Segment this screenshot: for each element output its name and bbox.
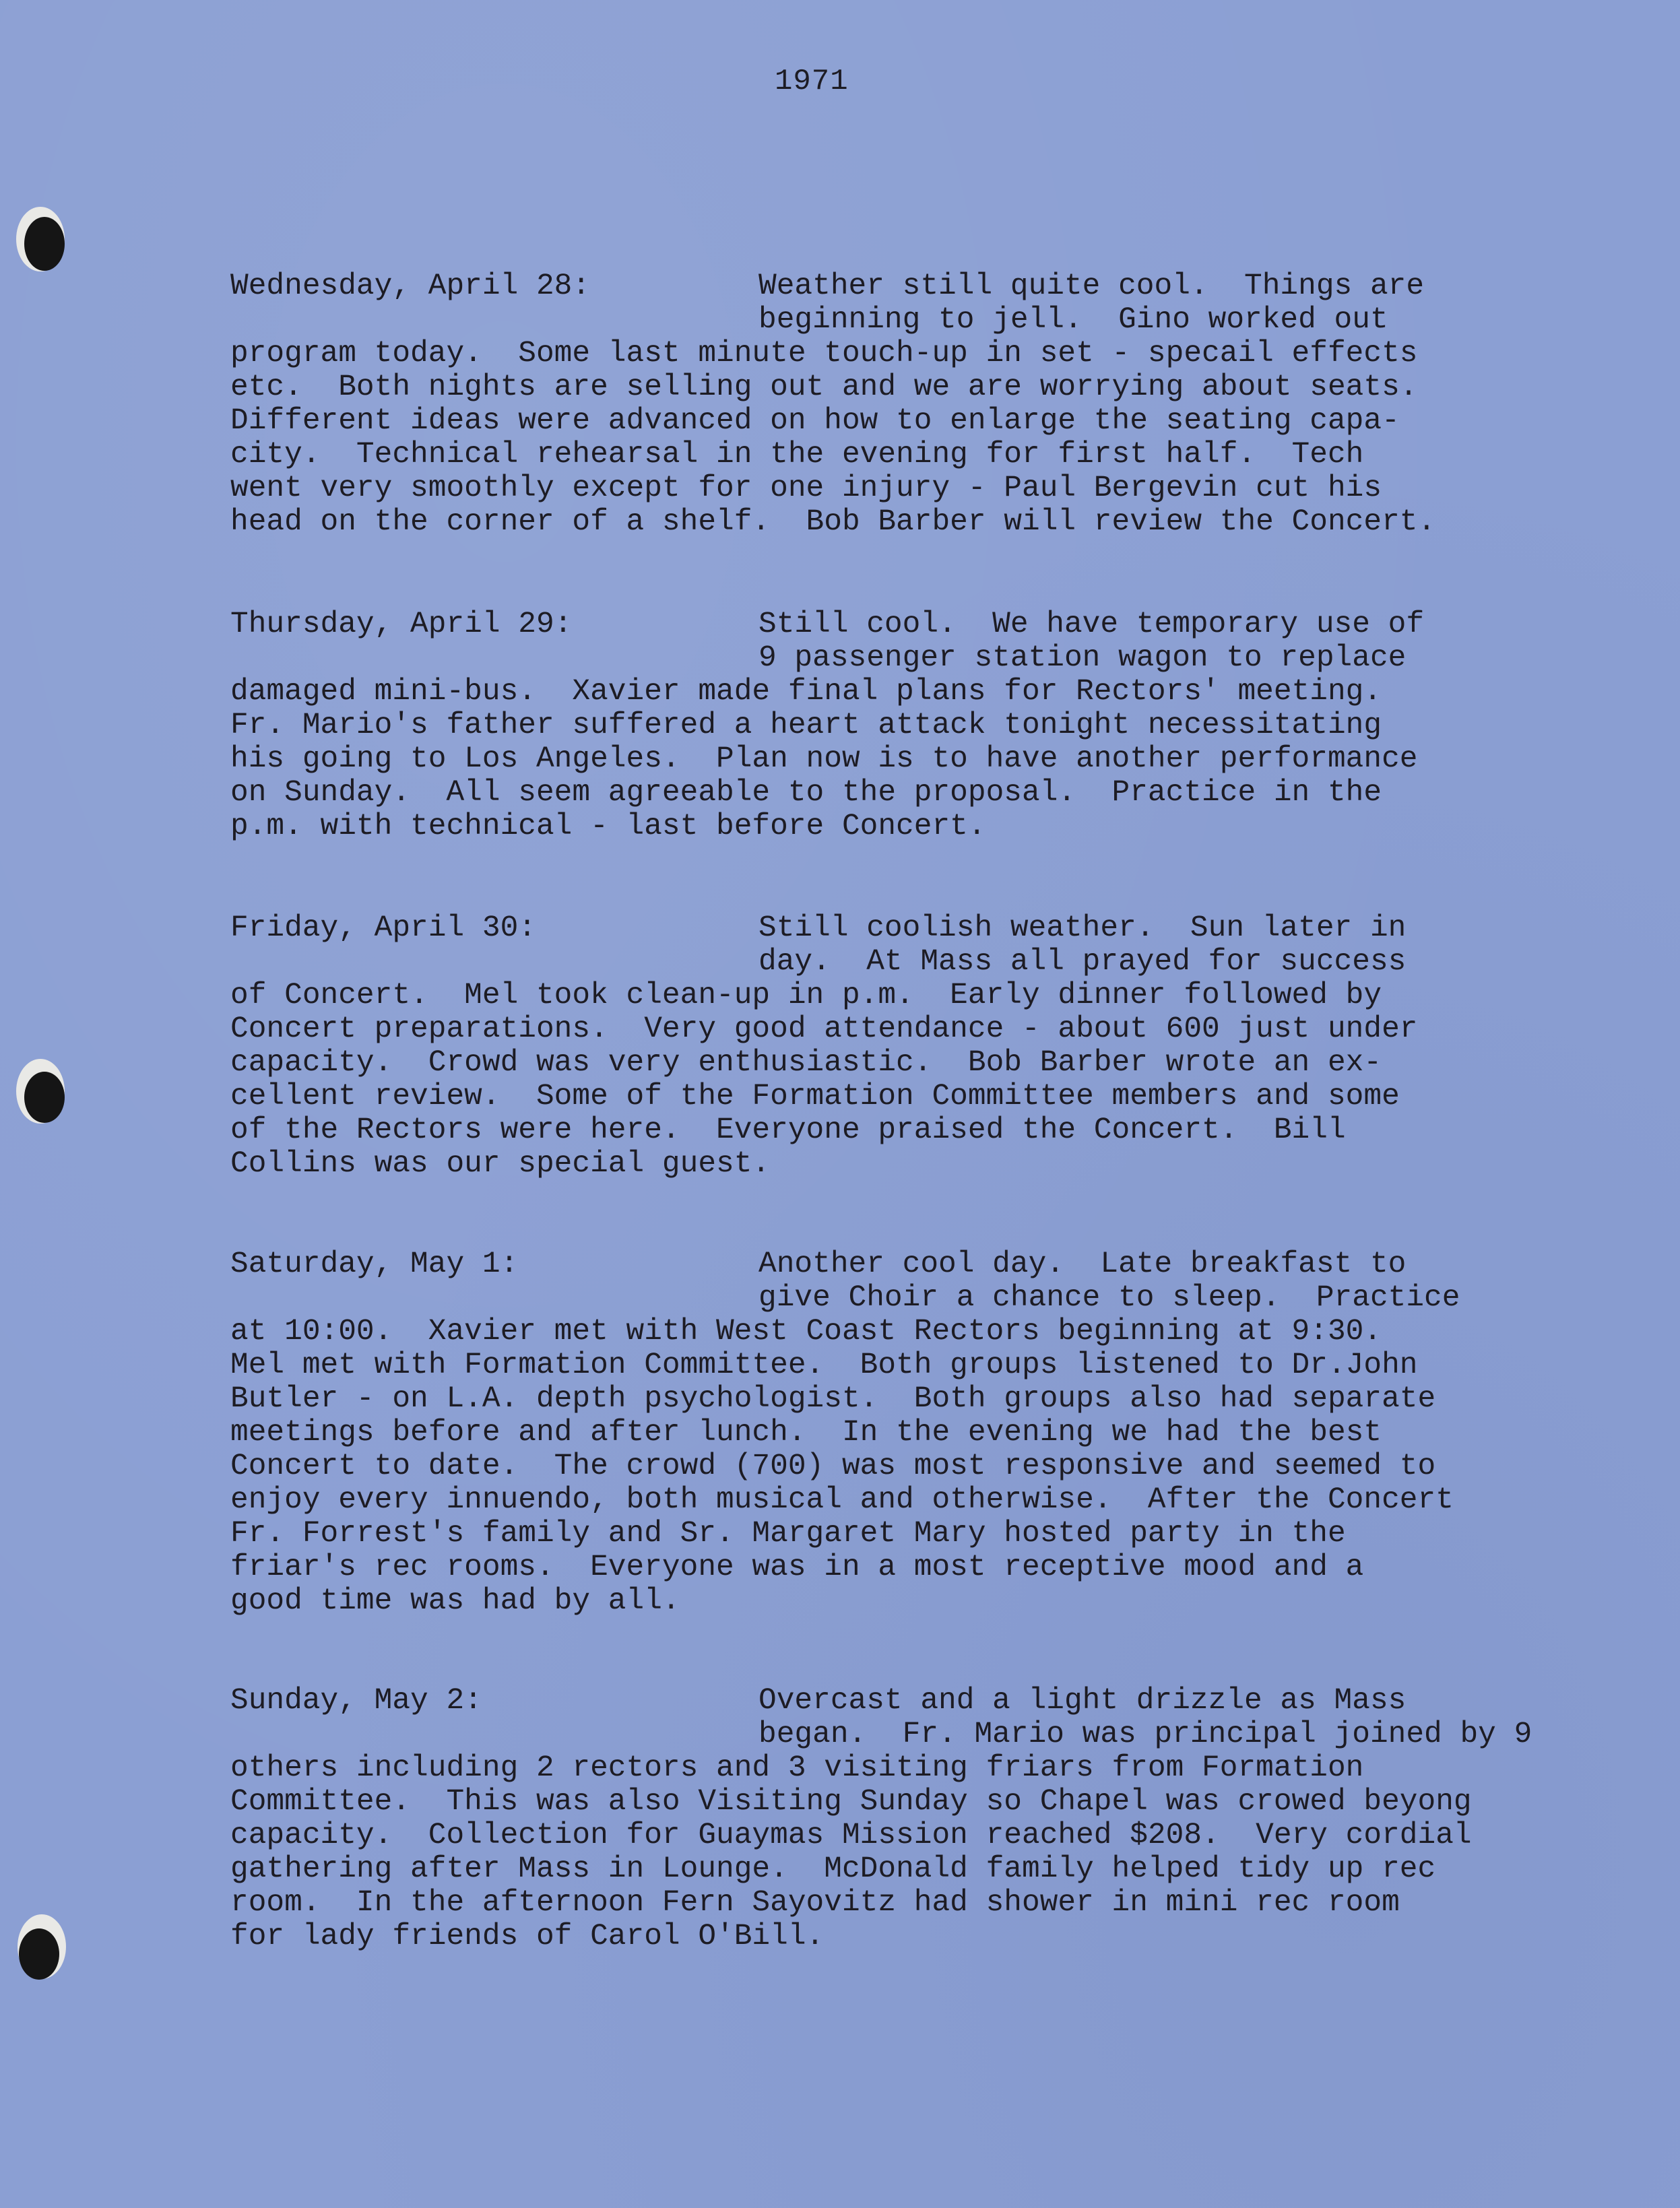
entry-line: Weather still quite cool. Things are: [758, 269, 1425, 303]
entry-line: Committee. This was also Visiting Sunday so Chapel was crowed beyong: [230, 1785, 1472, 1819]
punch-hole-icon: [12, 202, 66, 276]
diary-entry: [230, 1684, 1652, 1953]
entry-line: 9 passenger station wagon to replace: [758, 641, 1407, 675]
entry-line: damaged mini-bus. Xavier made final plans for Rectors' meeting.: [230, 675, 1382, 709]
entry-line: give Choir a chance to sleep. Practice: [758, 1281, 1460, 1315]
punch-hole-icon: [12, 1910, 66, 1984]
entry-date: Friday, April 30:: [230, 911, 536, 945]
diary-entry: [230, 269, 1652, 539]
entry-line: Another cool day. Late breakfast to: [758, 1247, 1407, 1281]
entry-line: gathering after Mass in Lounge. McDonald family helped tidy up rec: [230, 1852, 1436, 1886]
entry-line: capacity. Collection for Guaymas Mission reached $208. Very cordial: [230, 1819, 1472, 1852]
entry-line: Mel met with Formation Committee. Both groups listened to Dr.John: [230, 1349, 1418, 1382]
punch-hole-icon: [12, 1054, 66, 1128]
entry-line: Overcast and a light drizzle as Mass: [758, 1684, 1407, 1718]
diary-entry: [230, 608, 1652, 843]
entry-line: Concert to date. The crowd (700) was most responsive and seemed to: [230, 1450, 1436, 1483]
entry-line: head on the corner of a shelf. Bob Barber will review the Concert.: [230, 505, 1436, 539]
entry-line: city. Technical rehearsal in the evening for first half. Tech: [230, 438, 1364, 472]
entry-line: his going to Los Angeles. Plan now is to have another performance: [230, 742, 1418, 776]
diary-entry: [230, 911, 1652, 1181]
entry-line: on Sunday. All seem agreeable to the proposal. Practice in the: [230, 776, 1382, 810]
entry-date: Sunday, May 2:: [230, 1684, 482, 1718]
entry-date: Thursday, April 29:: [230, 608, 573, 641]
entry-line: for lady friends of Carol O'Bill.: [230, 1920, 825, 1953]
entry-line: went very smoothly except for one injury - Paul Bergevin cut his: [230, 472, 1382, 505]
entry-line: meetings before and after lunch. In the evening we had the best: [230, 1416, 1382, 1450]
entry-line: p.m. with technical - last before Concert.: [230, 810, 986, 843]
entry-line: enjoy every innuendo, both musical and otherwise. After the Concert: [230, 1483, 1454, 1517]
page-number: 1971: [775, 65, 849, 98]
entry-line: good time was had by all.: [230, 1584, 680, 1618]
entry-date: Wednesday, April 28:: [230, 269, 591, 303]
entry-line: etc. Both nights are selling out and we are worrying about seats.: [230, 370, 1418, 404]
entry-line: capacity. Crowd was very enthusiastic. Bob Barber wrote an ex-: [230, 1046, 1382, 1080]
diary-entry: [230, 1247, 1652, 1618]
entry-line: Fr. Mario's father suffered a heart attack tonight necessitating: [230, 709, 1382, 742]
entry-date: Saturday, May 1:: [230, 1247, 519, 1281]
entry-line: Still coolish weather. Sun later in: [758, 911, 1407, 945]
entry-line: at 10:00. Xavier met with West Coast Rectors beginning at 9:30.: [230, 1315, 1382, 1349]
entry-line: of the Rectors were here. Everyone praised the Concert. Bill: [230, 1113, 1346, 1147]
entry-line: Still cool. We have temporary use of: [758, 608, 1425, 641]
entry-line: of Concert. Mel took clean-up in p.m. Early dinner followed by: [230, 979, 1382, 1012]
entry-line: day. At Mass all prayed for success: [758, 945, 1407, 979]
entry-line: Collins was our special guest.: [230, 1147, 771, 1181]
entry-line: Fr. Forrest's family and Sr. Margaret Mary hosted party in the: [230, 1517, 1346, 1551]
entry-line: friar's rec rooms. Everyone was in a most receptive mood and a: [230, 1551, 1364, 1584]
entry-line: others including 2 rectors and 3 visiting friars from Formation: [230, 1751, 1364, 1785]
entry-line: Butler - on L.A. depth psychologist. Both groups also had separate: [230, 1382, 1436, 1416]
entry-line: Different ideas were advanced on how to enlarge the seating capa-: [230, 404, 1400, 438]
entry-line: cellent review. Some of the Formation Committee members and some: [230, 1080, 1400, 1113]
entry-line: Concert preparations. Very good attendance - about 600 just under: [230, 1012, 1418, 1046]
entry-line: room. In the afternoon Fern Sayovitz had shower in mini rec room: [230, 1886, 1400, 1920]
entry-line: beginning to jell. Gino worked out: [758, 303, 1388, 337]
entry-line: began. Fr. Mario was principal joined by 9: [758, 1718, 1532, 1751]
entry-line: program today. Some last minute touch-up in set - specail effects: [230, 337, 1418, 370]
